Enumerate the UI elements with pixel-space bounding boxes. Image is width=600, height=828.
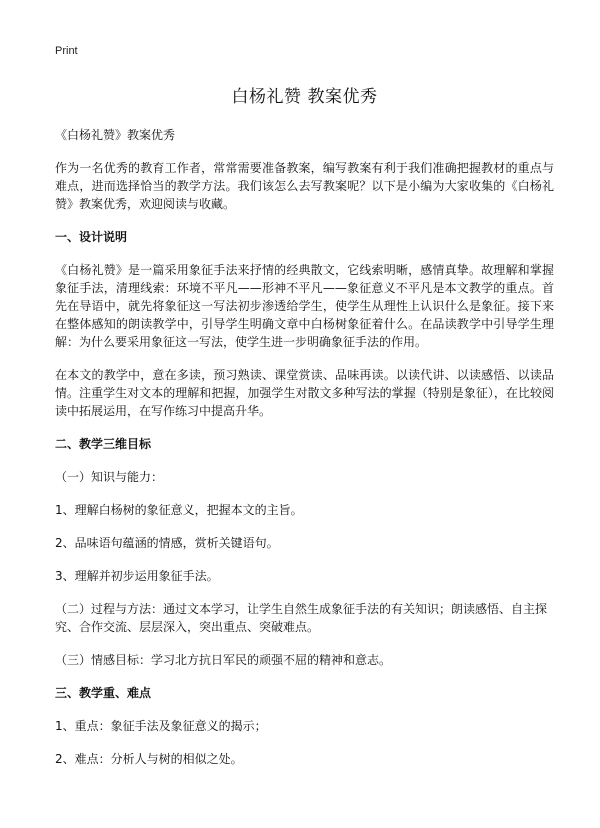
goal-item: （二）过程与方法：通过文本学习，让学生自然生成象征手法的有关知识；朗读感悟、自主探究、合作交流、层层深入，突出重点、突破难点。 — [55, 602, 548, 634]
design-paragraph-1: 《白杨礼赞》是一篇采用象征手法来抒情的经典散文，它线索明晰，感情真挚。故理解和掌握象征手法，清理线索：环境不平凡——形神不平凡——象征意义不平凡是本文教学的重点。首先在导语中，就先将象征这一写法初步渗透给学生，使学生从理性上认识什么是象征。接下来在整体感知的朗读教学中，引导学生明确文章中白杨树象征着什么。在品读教学中引导学生理解：为什么要采用象征这一写法，使学生进一步明确象征手法的作用。 — [55, 263, 554, 349]
design-paragraph-2: 在本文的教学中，意在多读，预习熟读、课堂赏读、品味再读。以读代讲、以读感悟、以读品情。注重学生对文本的理解和把握，加强学生对散文多种写法的掌握（特别是象征），在比较阅读中拓展运用，在写作练习中提高升华。 — [55, 368, 554, 418]
goal-item: （一）知识与能力： — [55, 470, 164, 484]
goal-item: 1、理解白杨树的象征意义，把握本文的主旨。 — [55, 503, 303, 517]
page-title: 白杨礼赞 教案优秀 — [231, 87, 378, 107]
intro-paragraph: 作为一名优秀的教育工作者，常常需要准备教案，编写教案有利于我们准确把握教材的重点与难点，进而选择恰当的教学方法。我们该怎么去写教案呢？以下是小编为大家收集的《白杨礼赞》教案优秀，欢迎阅读与收藏。 — [55, 161, 554, 211]
section-heading-goals: 二、教学三维目标 — [55, 437, 152, 451]
goal-item: 3、理解并初步运用象征手法。 — [55, 569, 219, 583]
section-heading-design: 一、设计说明 — [55, 230, 128, 244]
goal-item: （三）情感目标：学习北方抗日军民的顽强不屈的精神和意志。 — [55, 653, 392, 667]
key-point-item: 2、难点：分析人与树的相似之处。 — [55, 752, 243, 766]
print-link[interactable]: Print — [55, 45, 78, 57]
key-point-item: 1、重点：象征手法及象征意义的揭示； — [55, 719, 267, 733]
goal-item: 2、品味语句蕴涵的情感，赏析关键语句。 — [55, 536, 279, 550]
document-subtitle: 《白杨礼赞》教案优秀 — [55, 128, 176, 142]
section-heading-key-points: 三、教学重、难点 — [55, 686, 152, 700]
